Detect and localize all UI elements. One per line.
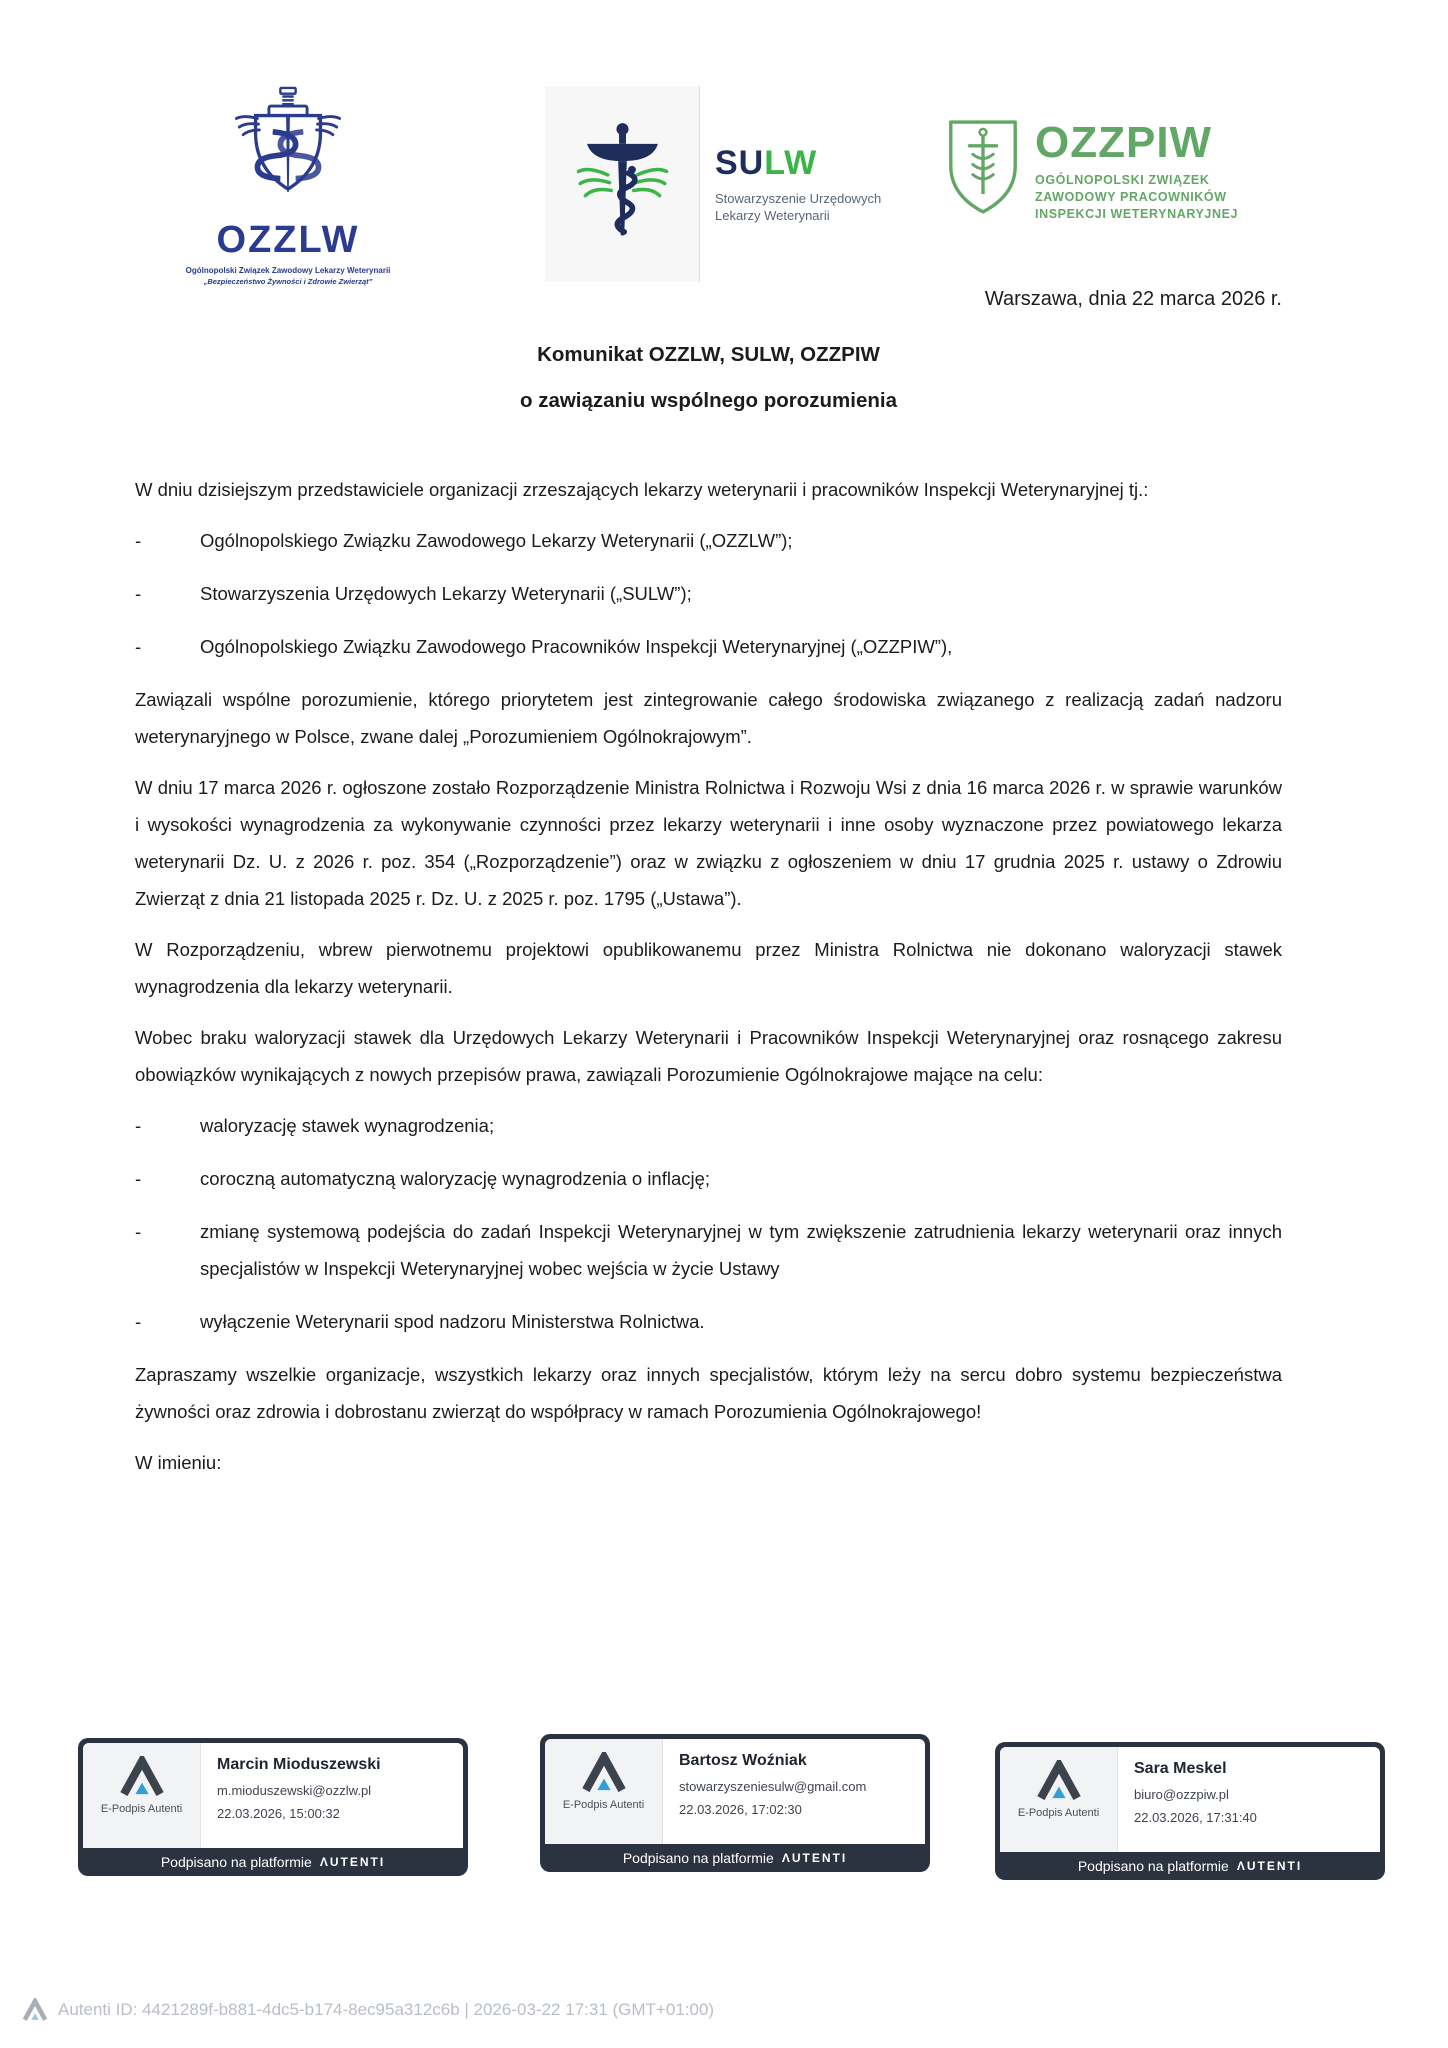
signature-stamp <box>545 1739 663 1844</box>
paragraph-invitation: Zapraszamy wszelkie organizacje, wszystkich lekarzy oraz innych specjalistów, którym leży na sercu dobro systemu bezpieczeństwa żywności oraz zdrowia i dobrostanu zwierząt do współpracy w ramach Porozumienia Ogólnokrajowego! <box>135 1364 1282 1422</box>
org-item-ozzpiw: Ogólnopolskiego Związku Zawodowego Pracowników Inspekcji Weterynaryjnej („OZZPIW”), <box>200 636 953 657</box>
goal-item-3: zmianę systemową podejścia do zadań Inspekcji Weterynaryjnej w tym zwiększenie zatrudnienia lekarzy weterynarii oraz innych specjalistów w Inspekcji Weterynaryjnej wobec wejścia w życie Ustawy <box>200 1221 1282 1279</box>
list-dash: - <box>135 1168 142 1189</box>
signature-card-1 <box>78 1738 468 1876</box>
signature-platform-bar <box>83 1848 463 1876</box>
signer-name: Sara Meskel <box>1134 1760 1227 1777</box>
signature-platform-bar <box>545 1844 925 1872</box>
platform-bar-text: Podpisano na platformie <box>160 1854 312 1870</box>
document-title: Komunikat OZZLW, SULW, OZZPIW <box>537 343 880 366</box>
autenti-logo-icon <box>581 1752 627 1792</box>
autenti-logo-icon <box>1036 1760 1082 1800</box>
list-dash: - <box>135 636 142 657</box>
paragraph-regulation: W dniu 17 marca 2026 r. ogłoszone zostało Rozporządzenie Ministra Rolnictwa i Rozwoju Wsi z dnia 16 marca 2026 r. w sprawie warunków i wysokości wynagrodzenia za wykonywanie czynności przez lekarzy weterynarii i inne osoby wyznaczone przez powiatowego lekarza weterynarii Dz. U. z 2026 r. poz. 354 („Rozporządzenie”) oraz w związku z ogłoszeniem w dniu 17 grudnia 2025 r. ustawy o Zdrowiu Zwierząt z dnia 21 listopada 2025 r. Dz. U. z 2025 r. poz. 1795 („Ustawa”). <box>135 777 1282 909</box>
e-podpis-label: E-Podpis Autenti <box>1017 1807 1100 1819</box>
ozzlw-motto: „Bezpieczeństwo Żywności i Zdrowie Zwierząt” <box>203 277 373 286</box>
signature-stamp <box>1000 1747 1118 1852</box>
goal-list-item <box>135 1107 1282 1144</box>
org-list-item <box>135 575 1282 612</box>
list-dash: - <box>135 1221 142 1242</box>
signer-email: m.mioduszewski@ozzlw.pl <box>217 1783 372 1798</box>
list-dash: - <box>135 583 142 604</box>
paragraph-intro: W dniu dzisiejszym przedstawiciele organizacji zrzeszających lekarzy weterynarii i pracowników Inspekcji Weterynaryjnej tj.: <box>135 479 1149 500</box>
list-dash: - <box>135 1311 142 1332</box>
paragraph-goals-intro: Wobec braku waloryzacji stawek dla Urzędowych Lekarzy Weterynarii i Pracowników Inspekcji Weterynaryjnej oraz rosnącego zakresu obowiązków wynikających z nowych przepisów prawa, zawiązali Porozumienie Ogólnokrajowe mające na celu: <box>135 1027 1282 1085</box>
goal-list-item <box>135 1303 1282 1340</box>
platform-bar-text: Podpisano na platformie <box>1077 1858 1229 1874</box>
signature-card-2 <box>540 1734 930 1872</box>
org-item-sulw: Stowarzyszenia Urzędowych Lekarzy Weterynarii („SULW”); <box>200 583 692 604</box>
autenti-logo-icon <box>119 1756 165 1796</box>
org-list-item <box>135 522 1282 559</box>
goal-item-4: wyłączenie Weterynarii spod nadzoru Ministerstwa Rolnictwa. <box>200 1311 705 1332</box>
org-item-ozzlw: Ogólnopolskiego Związku Zawodowego Lekarzy Weterynarii („OZZLW”); <box>200 530 793 551</box>
goal-item-1: waloryzację stawek wynagrodzenia; <box>200 1115 495 1136</box>
org-list-item <box>135 628 1282 665</box>
list-dash: - <box>135 530 142 551</box>
list-dash: - <box>135 1115 142 1136</box>
signer-name: Marcin Mioduszewski <box>217 1756 381 1773</box>
sulw-acronym-su: SU <box>715 144 765 182</box>
paragraph-agreement: Zawiązali wspólne porozumienie, którego priorytetem jest zintegrowanie całego środowiska związanego z realizacją zadań nadzoru weterynaryjnego w Polsce, zwane dalej „Porozumieniem Ogólnokrajowym”. <box>135 689 1282 747</box>
ozzpiw-acronym: OZZPIW <box>1035 118 1213 167</box>
paragraph-no-valorization: W Rozporządzeniu, wbrew pierwotnemu projektowi opublikowanemu przez Ministra Rolnictwa nie dokonano waloryzacji stawek wynagrodzenia dla lekarzy weterynarii. <box>135 939 1282 997</box>
signature-timestamp: 22.03.2026, 15:00:32 <box>217 1806 340 1821</box>
in-behalf-label: W imieniu: <box>135 1452 222 1473</box>
autenti-id-footer <box>22 1998 714 2021</box>
sulw-acronym-lw: LW <box>764 144 818 182</box>
ozzlw-acronym: OZZLW <box>216 219 360 261</box>
autenti-brand-wordmark: ΛUTENTI <box>319 1855 386 1869</box>
ozzlw-fullname: Ogólnopolski Związek Zawodowy Lekarzy Weterynarii <box>185 266 391 275</box>
signer-email: stowarzyszeniesulw@gmail.com <box>679 1779 867 1794</box>
e-podpis-label: E-Podpis Autenti <box>100 1803 183 1815</box>
ozzpiw-fullname-line3: INSPEKCJI WETERYNARYJNEJ <box>1035 207 1239 221</box>
signature-timestamp: 22.03.2026, 17:02:30 <box>679 1802 802 1817</box>
signer-email: biuro@ozzpiw.pl <box>1134 1787 1229 1802</box>
sulw-fullname-line1: Stowarzyszenie Urzędowych <box>715 191 882 206</box>
signature-platform-bar <box>1000 1852 1380 1880</box>
autenti-id-text: Autenti ID: 4421289f-b881-4dc5-b174-8ec95a312c6b | 2026-03-22 17:31 (GMT+01:00) <box>58 1999 715 2019</box>
goal-list-item <box>135 1160 1282 1197</box>
ozzpiw-fullname-line2: ZAWODOWY PRACOWNIKÓW <box>1035 190 1227 204</box>
goal-list-item <box>135 1213 1282 1287</box>
autenti-brand-wordmark: ΛUTENTI <box>781 1851 848 1865</box>
ozzpiw-fullname-line1: OGÓLNOPOLSKI ZWIĄZEK <box>1035 173 1210 187</box>
platform-bar-text: Podpisano na platformie <box>622 1850 774 1866</box>
autenti-brand-wordmark: ΛUTENTI <box>1236 1859 1303 1873</box>
signer-name: Bartosz Woźniak <box>679 1752 807 1769</box>
dateline: Warszawa, dnia 22 marca 2026 r. <box>984 288 1282 310</box>
goal-item-2: coroczną automatyczną waloryzację wynagrodzenia o inflację; <box>200 1168 711 1189</box>
document-subtitle: o zawiązaniu wspólnego porozumienia <box>519 389 897 412</box>
document-content <box>135 0 1282 1481</box>
signature-stamp <box>83 1743 201 1848</box>
autenti-footer-logo-icon <box>22 1998 48 2021</box>
sulw-fullname-line2: Lekarzy Weterynarii <box>715 208 830 223</box>
signature-card-3 <box>995 1742 1385 1880</box>
e-podpis-label: E-Podpis Autenti <box>562 1799 645 1811</box>
signature-timestamp: 22.03.2026, 17:31:40 <box>1134 1810 1257 1825</box>
